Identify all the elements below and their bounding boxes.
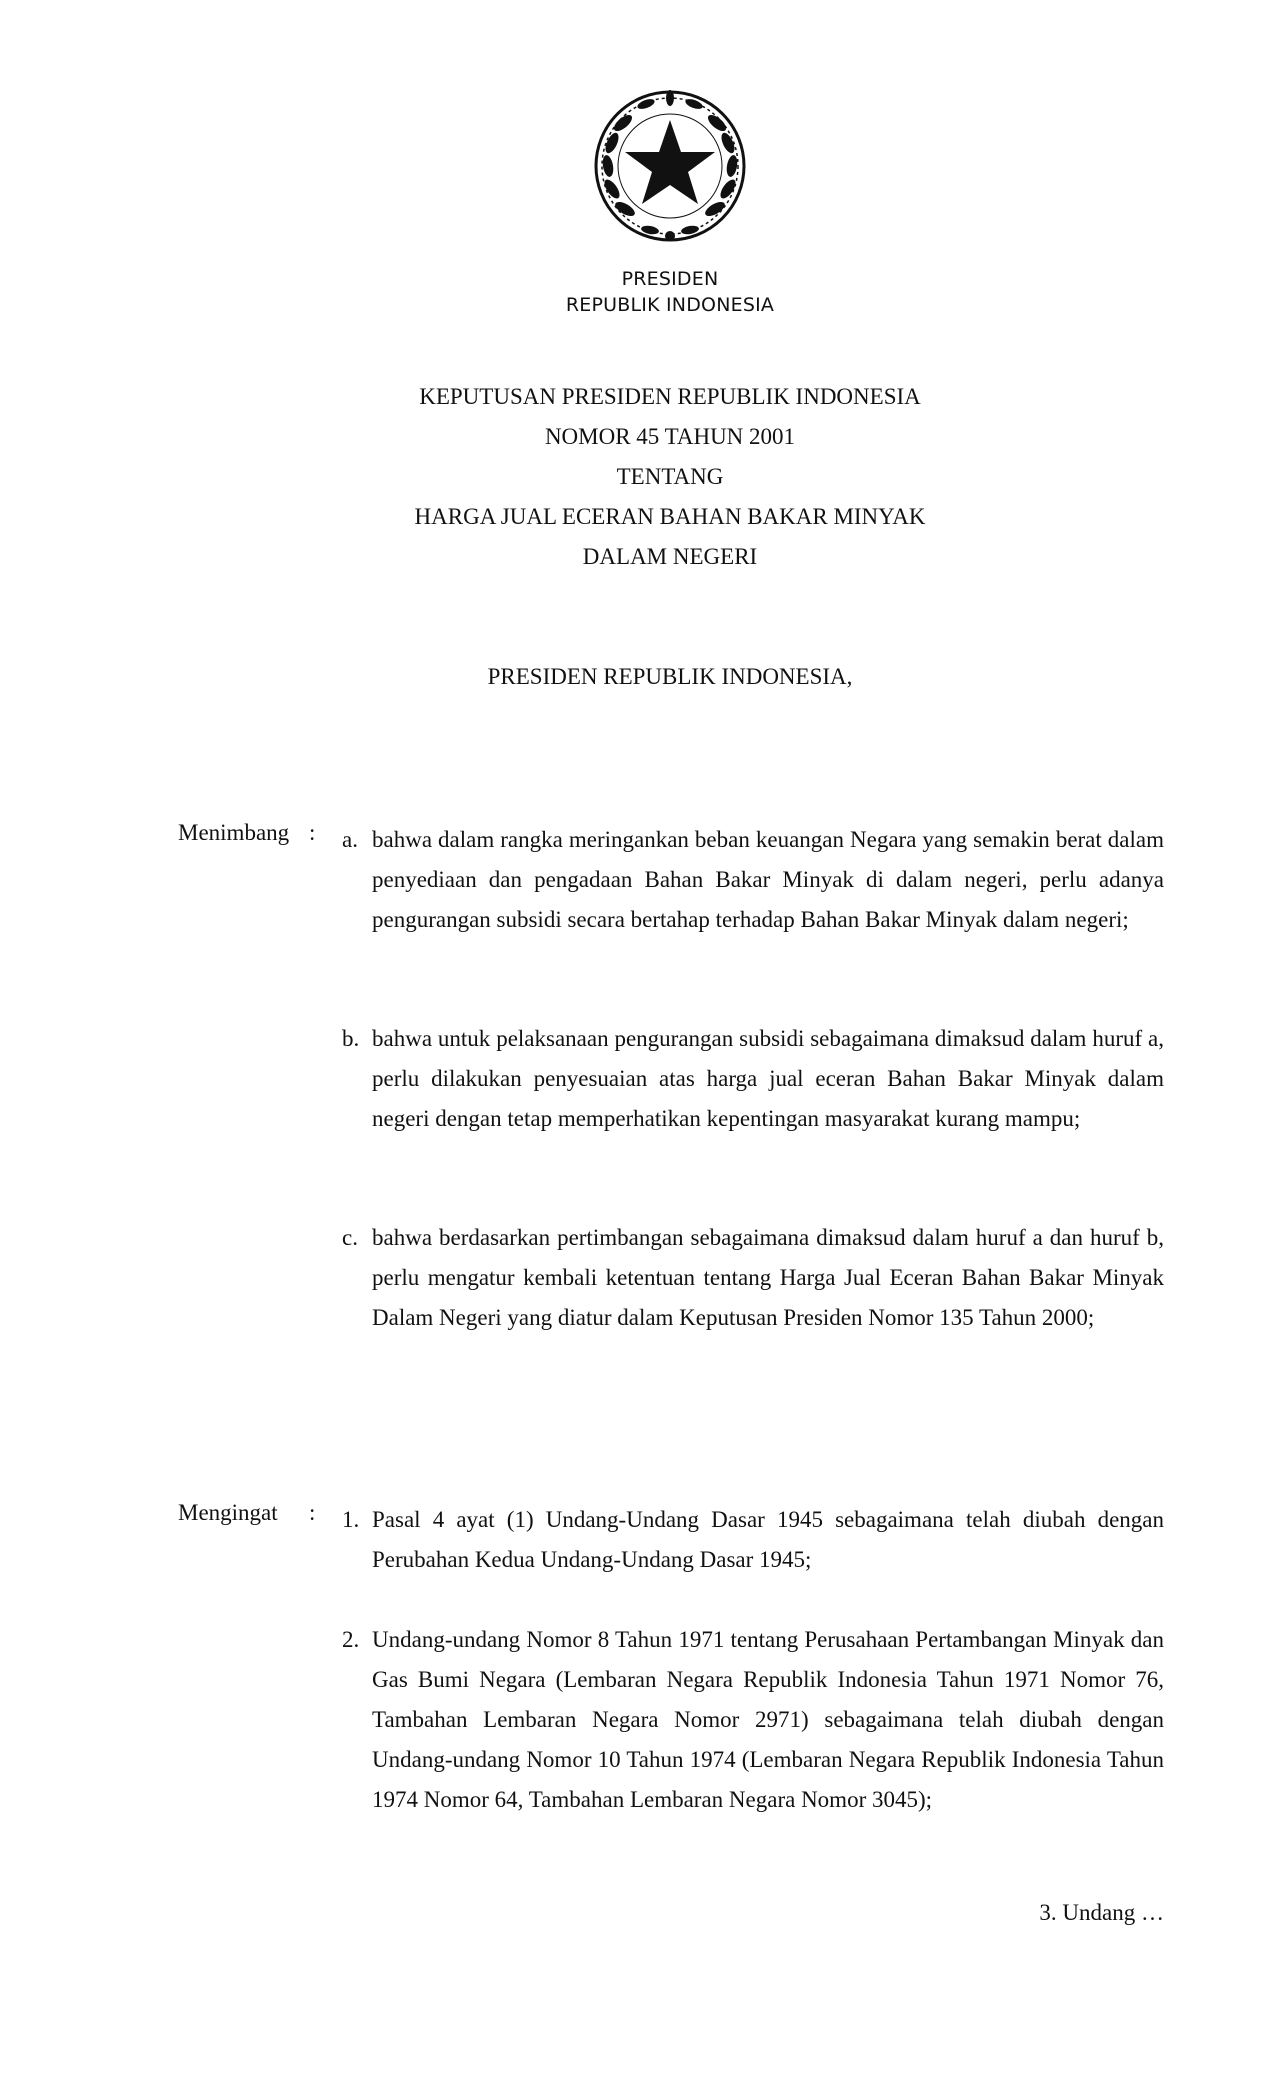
mengingat-item-2 xyxy=(342,1620,1164,1820)
mengingat-item-1 xyxy=(342,1500,1164,1580)
decree-subject-line-2: DALAM NEGERI xyxy=(582,544,758,569)
mengingat-label: Mengingat xyxy=(178,1500,278,1525)
decree-about-line: TENTANG xyxy=(616,464,724,489)
item-marker: 2. xyxy=(342,1627,360,1652)
menimbang-item-c xyxy=(342,1218,1164,1338)
item-marker: a. xyxy=(342,827,358,852)
office-line-republic: REPUBLIK INDONESIA xyxy=(565,294,775,316)
item-text: bahwa untuk pelaksanaan pengurangan subsidi sebagaimana dimaksud dalam huruf a, perlu dilakukan penyesuaian atas harga jual eceran Bahan Bakar Minyak dalam negeri dengan tetap memperhatikan kepentingan masyarakat kurang mampu; xyxy=(372,1026,1164,1131)
item-text: bahwa berdasarkan pertimbangan sebagaimana dimaksud dalam huruf a dan huruf b, perlu mengatur kembali ketentuan tentang Harga Jual Eceran Bahan Bakar Minyak Dalam Negeri yang diatur dalam Keputusan Presiden Nomor 135 Tahun 2000; xyxy=(372,1225,1164,1330)
issuer-line: PRESIDEN REPUBLIK INDONESIA, xyxy=(487,664,853,689)
decree-number-line: NOMOR 45 TAHUN 2001 xyxy=(544,424,796,449)
decree-title-line: KEPUTUSAN PRESIDEN REPUBLIK INDONESIA xyxy=(419,384,921,409)
menimbang-label: Menimbang xyxy=(178,820,290,845)
decree-subject-line: HARGA JUAL ECERAN BAHAN BAKAR MINYAK xyxy=(414,504,926,529)
item-text: bahwa dalam rangka meringankan beban keuangan Negara yang semakin berat dalam penyediaan dan pengadaan Bahan Bakar Minyak di dalam negeri, perlu adanya pengurangan subsidi secara bertahap terhadap Bahan Bakar Minyak dalam negeri; xyxy=(372,827,1164,932)
item-marker: 1. xyxy=(342,1507,360,1532)
mengingat-colon: : xyxy=(309,1500,316,1525)
menimbang-colon: : xyxy=(309,820,316,845)
item-marker: b. xyxy=(342,1026,360,1051)
menimbang-item-b xyxy=(342,1019,1164,1139)
item-marker: c. xyxy=(342,1225,358,1250)
item-text: Pasal 4 ayat (1) Undang-Undang Dasar 1945 sebagaimana telah diubah dengan Perubahan Kedua Undang-Undang Dasar 1945; xyxy=(372,1507,1164,1572)
page-continuation-marker: 3. Undang … xyxy=(1039,1900,1164,1925)
menimbang-item-a xyxy=(342,820,1164,940)
item-text: Undang-undang Nomor 8 Tahun 1971 tentang Perusahaan Pertambangan Minyak dan Gas Bumi Negara (Lembaran Negara Republik Indonesia Tahun 1971 Nomor 76, Tambahan Lembaran Negara Nomor 2971) sebagaimana telah diubah dengan Undang-undang Nomor 10 Tahun 1974 (Lembaran Negara Republik Indonesia Tahun 1974 Nomor 64, Tambahan Lembaran Negara Nomor 3045); xyxy=(372,1627,1164,1812)
garuda-star-wreath-emblem-icon xyxy=(588,88,752,248)
office-line-president: PRESIDEN xyxy=(621,268,719,290)
